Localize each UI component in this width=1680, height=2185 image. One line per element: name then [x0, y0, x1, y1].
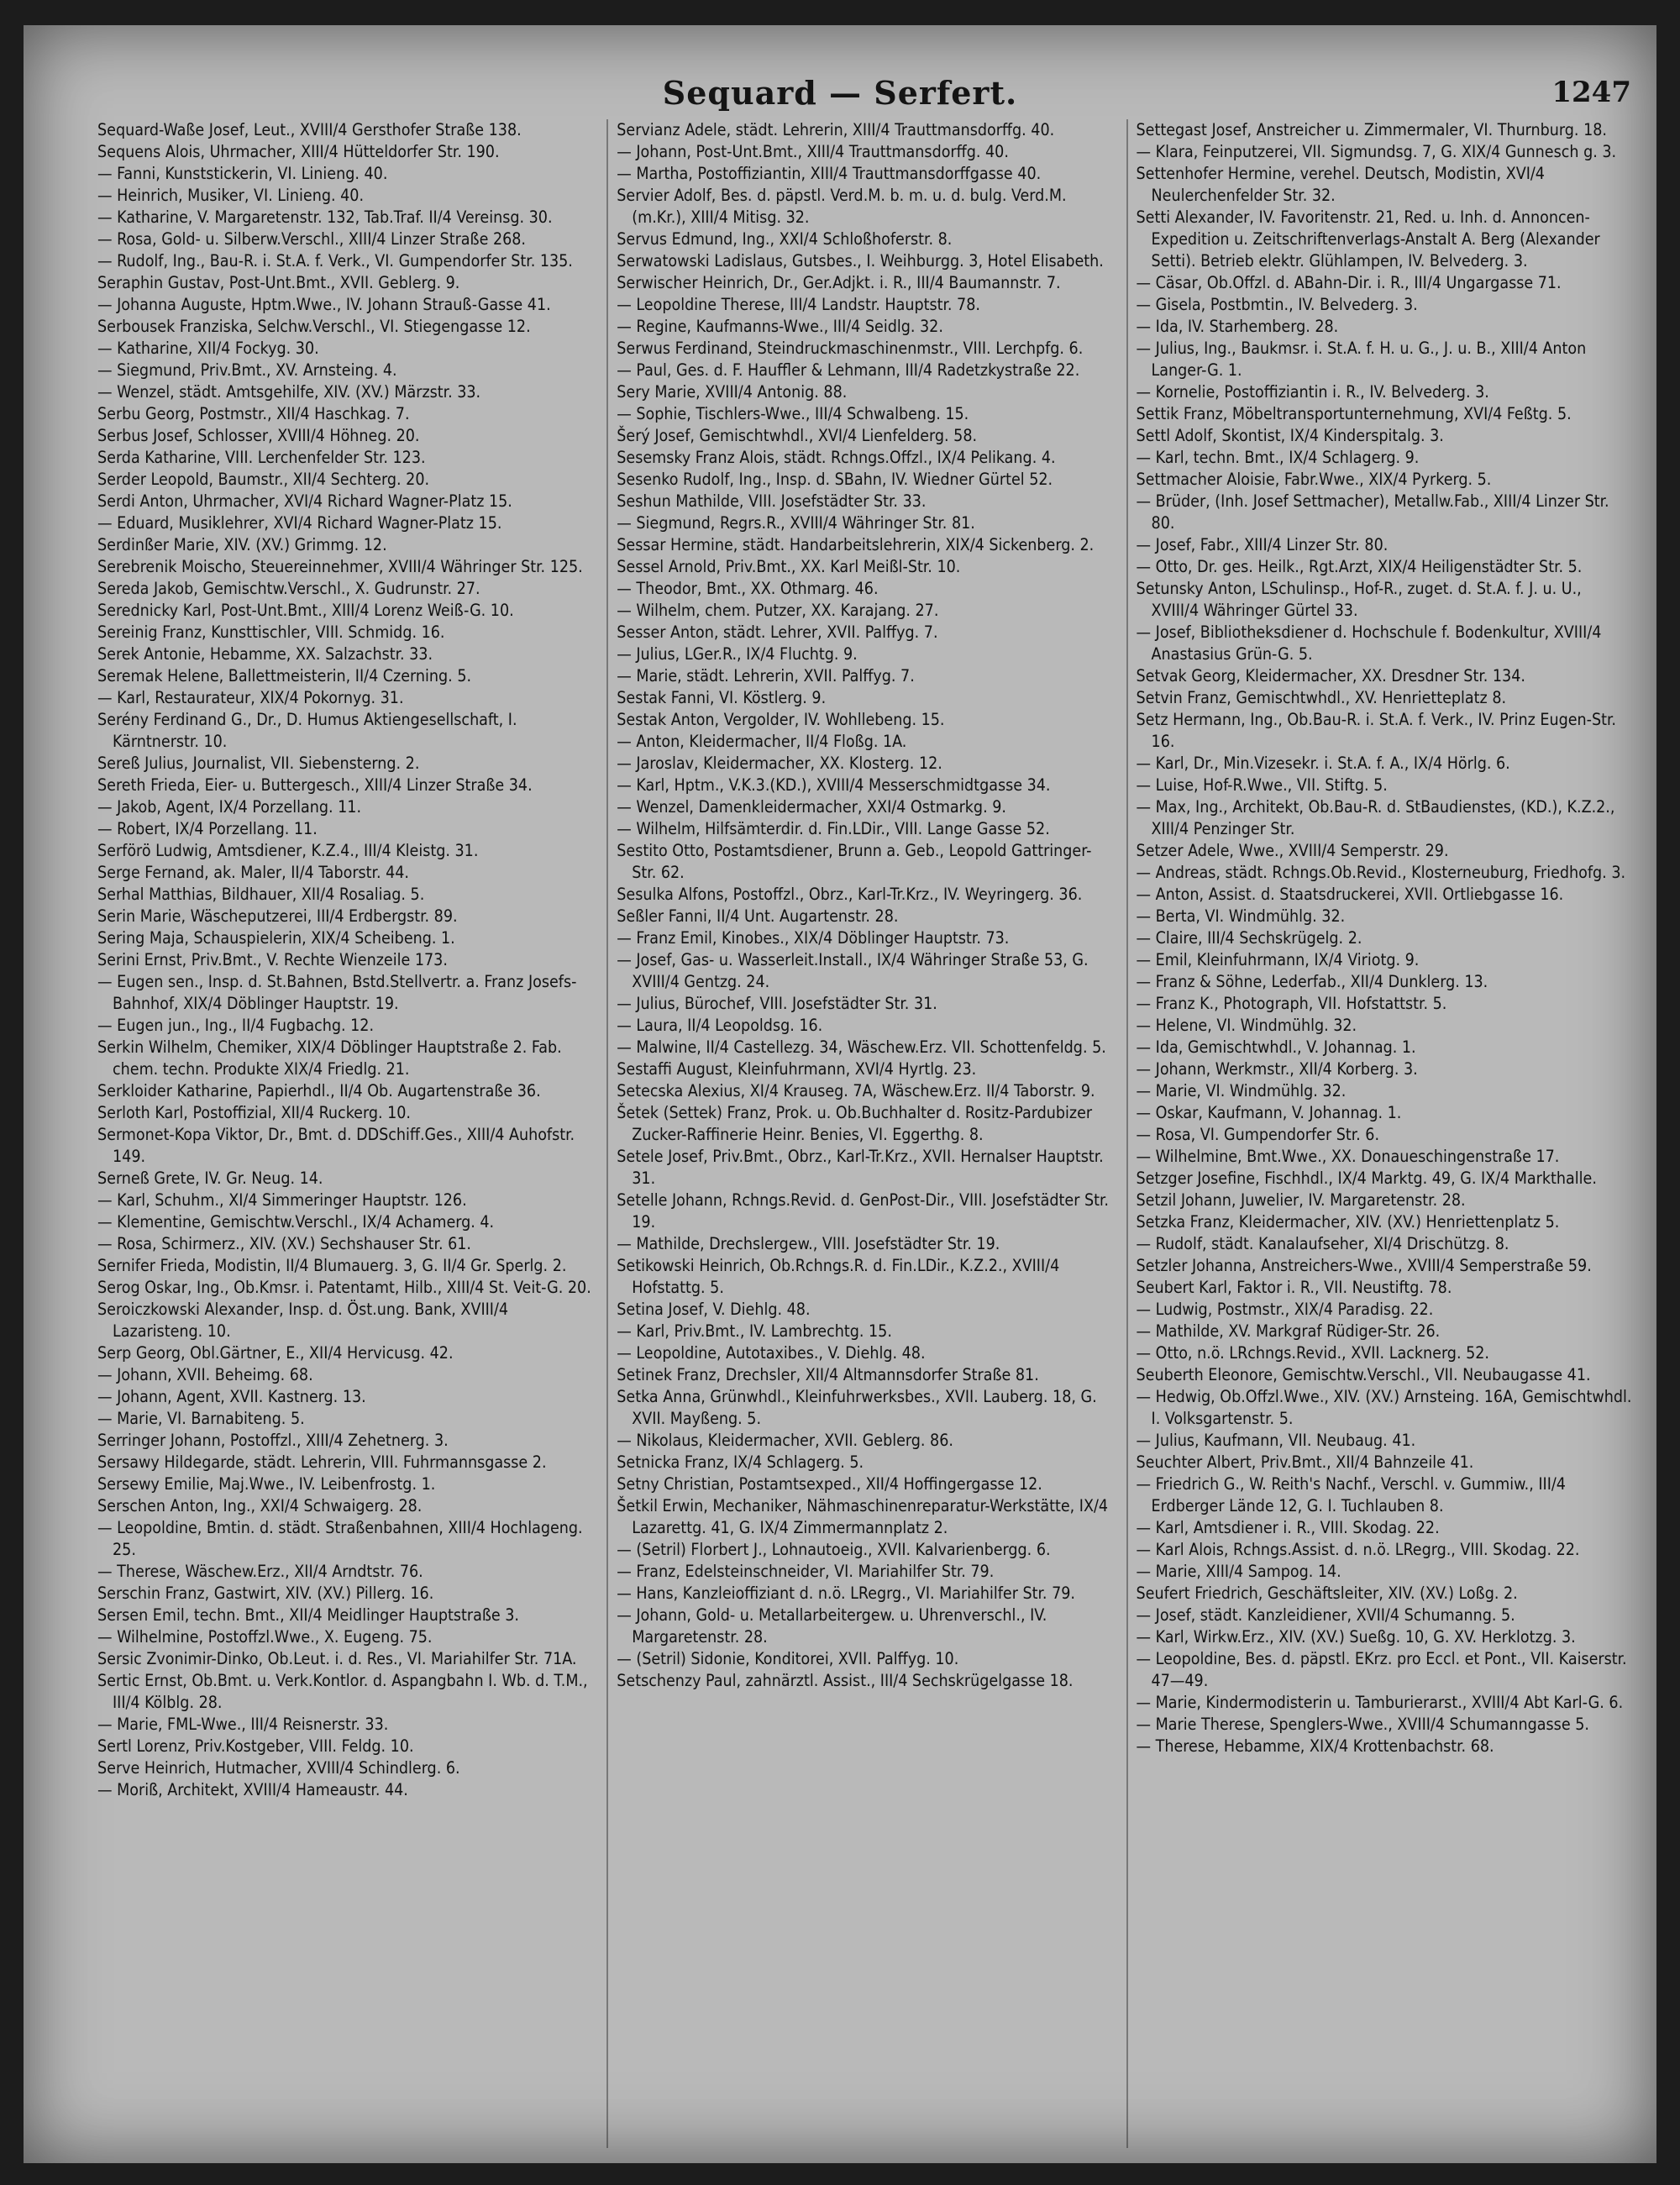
directory-entry: — Rosa, Schirmerz., XIV. (XV.) Sechshauser Str. 61. — [97, 1234, 472, 1253]
directory-entry: Sesulka Alfons, Postoffzl., Obrz., Karl-Tr.Krz., IV. Weyringerg. 36. — [617, 885, 1083, 904]
directory-entry: — (Setril) Florbert J., Lohnautoeig., XVII. Kalvarienbergg. 6. — [617, 1540, 1051, 1559]
directory-entry: Setikowski Heinrich, Ob.Rchngs.R. d. Fin.LDir., K.Z.2., XVIII/4 Hofstattg. 5. — [617, 1256, 1060, 1297]
directory-entry: Sequens Alois, Uhrmacher, XIII/4 Hütteldorfer Str. 190. — [97, 142, 500, 161]
directory-entry: — Fanni, Kunststickerin, VI. Linieng. 40. — [97, 164, 388, 183]
directory-entry: — Otto, n.ö. LRchngs.Revid., XVII. Lacknerg. 52. — [1136, 1343, 1489, 1363]
directory-entry: Serder Leopold, Baumstr., XII/4 Sechterg. 20. — [97, 470, 430, 489]
directory-entry: — Franz, Edelsteinschneider, VI. Mariahilfer Str. 79. — [617, 1562, 995, 1581]
directory-entry: — Therese, Hebamme, XIX/4 Krottenbachstr. 68. — [1136, 1736, 1494, 1756]
directory-entry: Seuberth Eleonore, Gemischtw.Verschl., VII. Neubaugasse 41. — [1136, 1365, 1591, 1384]
directory-entry: — Josef, Bibliotheksdiener d. Hochschule f. Bodenkultur, XVIII/4 Anastasius Grün-G. 5. — [1136, 622, 1602, 664]
directory-entry: — Karl, Hptm., V.K.3.(KD.), XVIII/4 Messerschmidtgasse 34. — [617, 775, 1051, 795]
directory-entry: Setele Josef, Priv.Bmt., Obrz., Karl-Tr.Krz., XVII. Hernalser Hauptstr. 31. — [617, 1147, 1104, 1188]
directory-entry: — Franz Emil, Kinobes., XIX/4 Döblinger Hauptstr. 73. — [617, 928, 1010, 948]
page-number: 1247 — [1551, 76, 1631, 109]
directory-entry: — Johann, Post-Unt.Bmt., XIII/4 Trauttmansdorffg. 40. — [617, 142, 1009, 161]
directory-entry: Sestaffi August, Kleinfuhrmann, XVI/4 Hyrtlg. 23. — [617, 1059, 977, 1079]
directory-entry: Serog Oskar, Ing., Ob.Kmsr. i. Patentamt, Hilb., XIII/4 St. Veit-G. 20. — [97, 1278, 591, 1297]
directory-entry: — Rosa, Gold- u. Silberw.Verschl., XIII/4 Linzer Straße 268. — [97, 229, 526, 249]
directory-entry: Sesser Anton, städt. Lehrer, XVII. Palffyg. 7. — [617, 622, 938, 642]
directory-entry: — Katharine, XII/4 Fockyg. 30. — [97, 339, 319, 358]
directory-entry: Setecska Alexius, XI/4 Krauseg. 7A, Wäschew.Erz. II/4 Taborstr. 9. — [617, 1081, 1095, 1100]
directory-entry: Serini Ernst, Priv.Bmt., V. Rechte Wienzeile 173. — [97, 950, 448, 969]
directory-entry: Sereth Frieda, Eier- u. Buttergesch., XIII/4 Linzer Straße 34. — [97, 775, 533, 795]
directory-entry: — Julius, Bürochef, VIII. Josefstädter Str. 31. — [617, 994, 937, 1013]
directory-entry: — Johann, Gold- u. Metallarbeitergew. u. Uhrenverschl., IV. Margaretenstr. 28. — [617, 1605, 1047, 1647]
directory-entry: — Marie Therese, Spenglers-Wwe., XVIII/4 Schumanngasse 5. — [1136, 1715, 1589, 1734]
directory-entry: Serschen Anton, Ing., XXI/4 Schwaigerg. 28. — [97, 1496, 423, 1515]
directory-entry: Setzler Johanna, Anstreichers-Wwe., XVIII/4 Semperstraße 59. — [1136, 1256, 1592, 1275]
directory-entry: Setvak Georg, Kleidermacher, XX. Dresdner Str. 134. — [1136, 666, 1525, 685]
directory-entry: Sersic Zvonimir-Dinko, Ob.Leut. i. d. Res., VI. Mariahilfer Str. 71A. — [97, 1649, 577, 1668]
directory-entry: Šetek (Settek) Franz, Prok. u. Ob.Buchhalter d. Rositz-Pardubizer Zucker-Raffinerie Heinr. Benies, VI. Eggerthg. 8. — [617, 1103, 1093, 1144]
directory-entry: — Rudolf, städt. Kanalaufseher, XI/4 Drischützg. 8. — [1136, 1234, 1509, 1253]
directory-entry: — Robert, IX/4 Porzellang. 11. — [97, 819, 318, 838]
directory-entry: — Franz K., Photograph, VII. Hofstattstr. 5. — [1136, 994, 1447, 1013]
directory-entry: — Karl, Dr., Min.Vizesekr. i. St.A. f. A., IX/4 Hörlg. 6. — [1136, 754, 1510, 773]
directory-entry: — (Setril) Sidonie, Konditorei, XVII. Palffyg. 10. — [617, 1649, 959, 1668]
directory-entry: Sersen Emil, techn. Bmt., XII/4 Meidlinger Hauptstraße 3. — [97, 1605, 519, 1625]
directory-entry: Sestak Anton, Vergolder, IV. Wohllebeng. 15. — [617, 710, 945, 729]
directory-entry: — Josef, städt. Kanzleidiener, XVII/4 Schumanng. 5. — [1136, 1605, 1515, 1625]
directory-entry: — Marie, VI. Barnabiteng. 5. — [97, 1409, 305, 1428]
directory-entry: Sequard-Waße Josef, Leut., XVIII/4 Gersthofer Straße 138. — [97, 120, 522, 139]
directory-entry: Setzil Johann, Juwelier, IV. Margaretenstr. 28. — [1136, 1190, 1466, 1210]
directory-entry: Serloth Karl, Postoffizial, XII/4 Ruckerg. 10. — [97, 1103, 411, 1122]
directory-entry: Seufert Friedrich, Geschäftsleiter, XIV. (XV.) Loßg. 2. — [1136, 1584, 1518, 1603]
directory-entry: — Helene, VI. Windmühlg. 32. — [1136, 1016, 1357, 1035]
directory-entry: — Therese, Wäschew.Erz., XII/4 Arndtstr. 76. — [97, 1562, 423, 1581]
directory-entry: — Wilhelm, chem. Putzer, XX. Karajang. 27. — [617, 601, 939, 620]
directory-entry: — Anton, Kleidermacher, II/4 Floßg. 1A. — [617, 732, 907, 751]
directory-entry: — Johanna Auguste, Hptm.Wwe., IV. Johann Strauß-Gasse 41. — [97, 295, 551, 314]
directory-entry: Sersawy Hildegarde, städt. Lehrerin, VIII. Fuhrmannsgasse 2. — [97, 1452, 547, 1472]
directory-entry: Serkloider Katharine, Papierhdl., II/4 Ob. Augartenstraße 36. — [97, 1081, 541, 1100]
directory-entry: — Karl, Amtsdiener i. R., VIII. Skodag. 22. — [1136, 1518, 1440, 1537]
page-header — [24, 74, 1656, 124]
directory-entry: — Karl Alois, Rchngs.Assist. d. n.ö. LRegrg., VIII. Skodag. 22. — [1136, 1540, 1580, 1559]
directory-page — [24, 25, 1656, 2163]
directory-entry: — Wilhelmine, Bmt.Wwe., XX. Donaueschingenstraße 17. — [1136, 1147, 1560, 1166]
directory-entry: Setvin Franz, Gemischtwhdl., XV. Henrietteplatz 8. — [1136, 688, 1507, 707]
directory-entry: — Leopoldine, Bes. d. päpstl. EKrz. pro Eccl. et Pont., VII. Kaiserstr. 47—49. — [1136, 1649, 1627, 1690]
directory-entry: — Heinrich, Musiker, VI. Linieng. 40. — [97, 186, 365, 205]
directory-entry: Serge Fernand, ak. Maler, II/4 Taborstr. 44. — [97, 863, 409, 882]
directory-entry: Sessar Hermine, städt. Handarbeitslehrerin, XIX/4 Sickenberg. 2. — [617, 535, 1095, 554]
directory-entry: Servier Adolf, Bes. d. päpstl. Verd.M. b. m. u. d. bulg. Verd.M. (m.Kr.), XIII/4 Mitisg. 32. — [617, 186, 1067, 227]
directory-entry: Serbu Georg, Postmstr., XII/4 Haschkag. 7. — [97, 404, 410, 423]
directory-entry: Serbus Josef, Schlosser, XVIII/4 Höhneg. 20. — [97, 426, 420, 445]
directory-entry: — Johann, XVII. Beheimg. 68. — [97, 1365, 313, 1384]
directory-entry: — Berta, VI. Windmühlg. 32. — [1136, 906, 1346, 926]
column-right — [1128, 119, 1647, 2148]
directory-entry: — Karl, Schuhm., XI/4 Simmeringer Hauptstr. 126. — [97, 1190, 467, 1210]
directory-entry: — Hedwig, Ob.Offzl.Wwe., XIV. (XV.) Arnsteing. 16A, Gemischtwhdl. I. Volksgartenstr. 5. — [1136, 1387, 1632, 1428]
directory-entry: Setzka Franz, Kleidermacher, XIV. (XV.) Henriettenplatz 5. — [1136, 1212, 1560, 1232]
directory-entry: — Malwine, II/4 Castellezg. 34, Wäschew.Erz. VII. Schottenfeldg. 5. — [617, 1037, 1106, 1057]
directory-entry: Seshun Mathilde, VIII. Josefstädter Str. 33. — [617, 491, 927, 511]
directory-entry: — Wenzel, Damenkleidermacher, XXI/4 Ostmarkg. 9. — [617, 797, 1006, 817]
directory-entry: Sery Marie, XVIII/4 Antonig. 88. — [617, 382, 848, 402]
directory-entry: Sesenko Rudolf, Ing., Insp. d. SBahn, IV. Wiedner Gürtel 52. — [617, 470, 1053, 489]
directory-entry: Setinek Franz, Drechsler, XII/4 Altmannsdorfer Straße 81. — [617, 1365, 1039, 1384]
directory-entry: — Jakob, Agent, IX/4 Porzellang. 11. — [97, 797, 362, 817]
directory-entry: Serek Antonie, Hebamme, XX. Salzachstr. 33. — [97, 644, 433, 664]
directory-entry: — Wilhelmine, Postoffzl.Wwe., X. Eugeng. 75. — [97, 1627, 433, 1647]
directory-entry: — Leopoldine, Bmtin. d. städt. Straßenbahnen, XIII/4 Hochlageng. 25. — [97, 1518, 583, 1559]
directory-entry: Serdinßer Marie, XIV. (XV.) Grimmg. 12. — [97, 535, 387, 554]
directory-entry: Serwischer Heinrich, Dr., Ger.Adjkt. i. R., III/4 Baumannstr. 7. — [617, 273, 1061, 292]
directory-entry: — Nikolaus, Kleidermacher, XVII. Geblerg. 86. — [617, 1431, 953, 1450]
directory-entry: — Paul, Ges. d. F. Hauffler & Lehmann, III/4 Radetzkystraße 22. — [617, 360, 1080, 380]
directory-entry: Sesemsky Franz Alois, städt. Rchngs.Offzl., IX/4 Pelikang. 4. — [617, 448, 1056, 467]
directory-entry: — Andreas, städt. Rchngs.Ob.Revid., Klosterneuburg, Friedhofg. 3. — [1136, 863, 1626, 882]
directory-entry: — Mathilde, XV. Markgraf Rüdiger-Str. 26. — [1136, 1321, 1441, 1341]
directory-columns — [89, 119, 1647, 2148]
directory-entry: — Karl, Wirkw.Erz., XIV. (XV.) Sueßg. 10, G. XV. Herklotzg. 3. — [1136, 1627, 1576, 1647]
directory-entry: Seuchter Albert, Priv.Bmt., XII/4 Bahnzeile 41. — [1136, 1452, 1474, 1472]
directory-entry: Setz Hermann, Ing., Ob.Bau-R. i. St.A. f. Verk., IV. Prinz Eugen-Str. 16. — [1136, 710, 1616, 751]
directory-entry: Sernifer Frieda, Modistin, II/4 Blumauerg. 3, G. II/4 Gr. Sperlg. 2. — [97, 1256, 567, 1275]
directory-entry: Seraphin Gustav, Post-Unt.Bmt., XVII. Geblerg. 9. — [97, 273, 460, 292]
directory-entry: Sereß Julius, Journalist, VII. Siebensterng. 2. — [97, 754, 420, 773]
directory-entry: — Julius, Kaufmann, VII. Neubaug. 41. — [1136, 1431, 1416, 1450]
directory-entry: — Marie, städt. Lehrerin, XVII. Palffyg. 7. — [617, 666, 915, 685]
directory-entry: — Julius, Ing., Baukmsr. i. St.A. f. H. u. G., J. u. B., XIII/4 Anton Langer-G. 1. — [1136, 339, 1587, 380]
directory-entry: Serwatowski Ladislaus, Gutsbes., I. Weihburgg. 3, Hotel Elisabeth. — [617, 251, 1104, 270]
directory-entry: Serény Ferdinand G., Dr., D. Humus Aktiengesellschaft, I. Kärntnerstr. 10. — [97, 710, 517, 751]
directory-entry: Setnicka Franz, IX/4 Schlagerg. 5. — [617, 1452, 864, 1472]
directory-entry: Serschin Franz, Gastwirt, XIV. (XV.) Pillerg. 16. — [97, 1584, 434, 1603]
directory-entry: — Friedrich G., W. Reith's Nachf., Verschl. v. Gummiw., III/4 Erdberger Lände 12, G. I. Tuchlauben 8. — [1136, 1474, 1566, 1515]
directory-entry: — Marie, Kindermodisterin u. Tamburierarst., XVIII/4 Abt Karl-G. 6. — [1136, 1693, 1624, 1712]
directory-entry: — Johann, Werkmstr., XII/4 Korberg. 3. — [1136, 1059, 1418, 1079]
directory-entry: Serdi Anton, Uhrmacher, XVI/4 Richard Wagner-Platz 15. — [97, 491, 512, 511]
directory-entry: — Wilhelm, Hilfsämterdir. d. Fin.LDir., VIII. Lange Gasse 52. — [617, 819, 1050, 838]
directory-entry: Settmacher Aloisie, Fabr.Wwe., XIX/4 Pyrkerg. 5. — [1136, 470, 1492, 489]
directory-entry: — Ida, IV. Starhemberg. 28. — [1136, 317, 1339, 336]
directory-entry: — Sophie, Tischlers-Wwe., III/4 Schwalbeng. 15. — [617, 404, 969, 423]
directory-entry: Setina Josef, V. Diehlg. 48. — [617, 1300, 811, 1319]
directory-entry: Šerý Josef, Gemischtwhdl., XVI/4 Lienfelderg. 58. — [617, 426, 978, 445]
directory-entry: — Josef, Gas- u. Wasserleit.Install., IX/4 Währinger Straße 53, G. XVIII/4 Gentzg. 24. — [617, 950, 1089, 991]
directory-entry: — Rudolf, Ing., Bau-R. i. St.A. f. Verk., VI. Gumpendorfer Str. 135. — [97, 251, 573, 270]
directory-entry: Sersewy Emilie, Maj.Wwe., IV. Leibenfrostg. 1. — [97, 1474, 436, 1494]
directory-entry: Seroiczkowski Alexander, Insp. d. Öst.ung. Bank, XVIII/4 Lazaristeng. 10. — [97, 1300, 509, 1341]
directory-entry: Seremak Helene, Ballettmeisterin, II/4 Czerning. 5. — [97, 666, 472, 685]
directory-entry: — Marie, FML-Wwe., III/4 Reisnerstr. 33. — [97, 1715, 389, 1734]
directory-entry: Setny Christian, Postamtsexped., XII/4 Hoffingergasse 12. — [617, 1474, 1042, 1494]
directory-entry: — Claire, III/4 Sechskrügelg. 2. — [1136, 928, 1362, 948]
directory-entry: Sertl Lorenz, Priv.Kostgeber, VIII. Feldg. 10. — [97, 1736, 414, 1756]
directory-entry: — Kornelie, Postoffiziantin i. R., IV. Belvederg. 3. — [1136, 382, 1489, 402]
directory-entry: Serp Georg, Obl.Gärtner, E., XII/4 Hervicusg. 42. — [97, 1343, 454, 1363]
directory-entry: Serin Marie, Wäscheputzerei, III/4 Erdbergstr. 89. — [97, 906, 458, 926]
directory-entry: Settl Adolf, Skontist, IX/4 Kinderspitalg. 3. — [1136, 426, 1444, 445]
directory-entry: — Max, Ing., Architekt, Ob.Bau-R. d. StBaudienstes, (KD.), K.Z.2., XIII/4 Penzinger Str. — [1136, 797, 1615, 838]
directory-entry: — Anton, Assist. d. Staatsdruckerei, XVII. Ortliebgasse 16. — [1136, 885, 1564, 904]
directory-entry: Setelle Johann, Rchngs.Revid. d. GenPost-Dir., VIII. Josefstädter Str. 19. — [617, 1190, 1109, 1232]
directory-entry: — Klara, Feinputzerei, VII. Sigmundsg. 7, G. XIX/4 Gunnesch g. 3. — [1136, 142, 1617, 161]
directory-entry: — Luise, Hof-R.Wwe., VII. Stiftg. 5. — [1136, 775, 1388, 795]
directory-entry: — Karl, techn. Bmt., IX/4 Schlagerg. 9. — [1136, 448, 1420, 467]
directory-entry: — Franz & Söhne, Lederfab., XII/4 Dunklerg. 13. — [1136, 972, 1488, 991]
directory-entry: — Theodor, Bmt., XX. Othmarg. 46. — [617, 579, 879, 598]
directory-entry: — Laura, II/4 Leopoldsg. 16. — [617, 1016, 823, 1035]
directory-entry: — Oskar, Kaufmann, V. Johannag. 1. — [1136, 1103, 1402, 1122]
directory-entry: — Josef, Fabr., XIII/4 Linzer Str. 80. — [1136, 535, 1389, 554]
directory-entry: Sereda Jakob, Gemischtw.Verschl., X. Gudrunstr. 27. — [97, 579, 480, 598]
directory-entry: — Mathilde, Drechslergew., VIII. Josefstädter Str. 19. — [617, 1234, 1000, 1253]
directory-entry: — Ida, Gemischtwhdl., V. Johannag. 1. — [1136, 1037, 1416, 1057]
directory-entry: Servus Edmund, Ing., XXI/4 Schloßhoferstr. 8. — [617, 229, 953, 249]
directory-entry: Serförö Ludwig, Amtsdiener, K.Z.4., III/4 Kleistg. 31. — [97, 841, 479, 860]
directory-entry: Serneß Grete, IV. Gr. Neug. 14. — [97, 1169, 323, 1188]
directory-entry: Seßler Fanni, II/4 Unt. Augartenstr. 28. — [617, 906, 899, 926]
directory-entry: Setzer Adele, Wwe., XVIII/4 Semperstr. 29. — [1136, 841, 1449, 860]
directory-entry: — Eduard, Musiklehrer, XVI/4 Richard Wagner-Platz 15. — [97, 513, 502, 533]
directory-entry: Serwus Ferdinand, Steindruckmaschinenmstr., VIII. Lerchpfg. 6. — [617, 339, 1084, 358]
directory-entry: — Cäsar, Ob.Offzl. d. ABahn-Dir. i. R., III/4 Ungargasse 71. — [1136, 273, 1562, 292]
directory-entry: — Marie, VI. Windmühlg. 32. — [1136, 1081, 1347, 1100]
directory-entry: — Moriß, Architekt, XVIII/4 Hameaustr. 44. — [97, 1780, 408, 1799]
directory-entry: — Jaroslav, Kleidermacher, XX. Klosterg. 12. — [617, 754, 942, 773]
directory-entry: — Leopoldine, Autotaxibes., V. Diehlg. 48. — [617, 1343, 926, 1363]
directory-entry: Šetkil Erwin, Mechaniker, Nähmaschinenreparatur-Werkstätte, IX/4 Lazarettg. 41, G. IX/4 Zimmermannplatz 2. — [617, 1496, 1109, 1537]
directory-entry: — Regine, Kaufmanns-Wwe., III/4 Seidlg. 32. — [617, 317, 943, 336]
directory-entry: Sertic Ernst, Ob.Bmt. u. Verk.Kontlor. d. Aspangbahn I. Wb. d. T.M., III/4 Kölblg. 28. — [97, 1671, 588, 1712]
directory-entry: Servianz Adele, städt. Lehrerin, XIII/4 Trauttmansdorffg. 40. — [617, 120, 1055, 139]
directory-entry: Setzger Josefine, Fischhdl., IX/4 Marktg. 49, G. IX/4 Markthalle. — [1136, 1169, 1597, 1188]
directory-entry: Sessel Arnold, Priv.Bmt., XX. Karl Meißl-Str. 10. — [617, 557, 961, 576]
running-title: Sequard — Serfert. — [662, 74, 1018, 112]
directory-entry: — Karl, Priv.Bmt., IV. Lambrechtg. 15. — [617, 1321, 892, 1341]
column-middle — [608, 119, 1127, 2148]
directory-entry: Sering Maja, Schauspielerin, XIX/4 Scheibeng. 1. — [97, 928, 455, 948]
directory-entry: — Wenzel, städt. Amtsgehilfe, XIV. (XV.) Märzstr. 33. — [97, 382, 481, 402]
directory-entry: — Ludwig, Postmstr., XIX/4 Paradisg. 22. — [1136, 1300, 1434, 1319]
directory-entry: Serhal Matthias, Bildhauer, XII/4 Rosaliag. 5. — [97, 885, 425, 904]
directory-entry: — Leopoldine Therese, III/4 Landstr. Hauptstr. 78. — [617, 295, 980, 314]
directory-entry: Seubert Karl, Faktor i. R., VII. Neustiftg. 78. — [1136, 1278, 1452, 1297]
directory-entry: — Gisela, Postbmtin., IV. Belvederg. 3. — [1136, 295, 1418, 314]
directory-entry: — Otto, Dr. ges. Heilk., Rgt.Arzt, XIX/4 Heiligenstädter Str. 5. — [1136, 557, 1583, 576]
directory-entry: Setunsky Anton, LSchulinsp., Hof-R., zuget. d. St.A. f. J. u. U., XVIII/4 Währinger Gürtel 33. — [1136, 579, 1582, 620]
column-left — [89, 119, 608, 2148]
directory-entry: Setti Alexander, IV. Favoritenstr. 21, Red. u. Inh. d. Annoncen-Expedition u. Zeitschriftenverlags-Anstalt A. Berg (Alexander Setti). Betrieb elektr. Glühlampen, IV. Belvederg. 3. — [1136, 207, 1600, 270]
directory-entry: — Rosa, VI. Gumpendorfer Str. 6. — [1136, 1125, 1380, 1144]
directory-entry: Serkin Wilhelm, Chemiker, XIX/4 Döblinger Hauptstraße 2. Fab. chem. techn. Produkte XIX/4 Friedlg. 21. — [97, 1037, 562, 1079]
directory-entry: Setka Anna, Grünwhdl., Kleinfuhrwerksbes., XVII. Lauberg. 18, G. XVII. Mayßeng. 5. — [617, 1387, 1097, 1428]
directory-entry: — Siegmund, Regrs.R., XVIII/4 Währinger Str. 81. — [617, 513, 975, 533]
directory-entry: Settik Franz, Möbeltransportunternehmung, XVI/4 Feßtg. 5. — [1136, 404, 1572, 423]
directory-entry: Sereinig Franz, Kunsttischler, VIII. Schmidg. 16. — [97, 622, 445, 642]
directory-entry: Setschenzy Paul, zahnärztl. Assist., III/4 Sechskrügelgasse 18. — [617, 1671, 1074, 1690]
directory-entry: Sestak Fanni, VI. Köstlerg. 9. — [617, 688, 827, 707]
directory-entry: Serringer Johann, Postoffzl., XIII/4 Zehetnerg. 3. — [97, 1431, 449, 1450]
directory-entry: Serbousek Franziska, Selchw.Verschl., VI. Stiegengasse 12. — [97, 317, 531, 336]
directory-entry: — Marie, XIII/4 Sampog. 14. — [1136, 1562, 1341, 1581]
directory-entry: — Klementine, Gemischtw.Verschl., IX/4 Achamerg. 4. — [97, 1212, 495, 1232]
directory-entry: — Siegmund, Priv.Bmt., XV. Arnsteing. 4. — [97, 360, 397, 380]
directory-entry: — Hans, Kanzleioffiziant d. n.ö. LRegrg., VI. Mariahilfer Str. 79. — [617, 1584, 1075, 1603]
directory-entry: — Karl, Restaurateur, XIX/4 Pokornyg. 31. — [97, 688, 404, 707]
directory-entry: Serebrenik Moischo, Steuereinnehmer, XVIII/4 Währinger Str. 125. — [97, 557, 583, 576]
directory-entry: — Martha, Postoffiziantin, XIII/4 Trauttmansdorffgasse 40. — [617, 164, 1042, 183]
directory-entry: Sestito Otto, Postamtsdiener, Brunn a. Geb., Leopold Gattringer-Str. 62. — [617, 841, 1092, 882]
directory-entry: Sermonet-Kopa Viktor, Dr., Bmt. d. DDSchiff.Ges., XIII/4 Auhofstr. 149. — [97, 1125, 575, 1166]
directory-entry: — Eugen sen., Insp. d. St.Bahnen, Bstd.Stellvertr. a. Franz Josefs-Bahnhof, XIX/4 Döblinger Hauptstr. 19. — [97, 972, 577, 1013]
directory-entry: Serednicky Karl, Post-Unt.Bmt., XIII/4 Lorenz Weiß-G. 10. — [97, 601, 514, 620]
directory-entry: — Julius, LGer.R., IX/4 Fluchtg. 9. — [617, 644, 858, 664]
directory-entry: Serda Katharine, VIII. Lerchenfelder Str. 123. — [97, 448, 426, 467]
directory-entry: — Johann, Agent, XVII. Kastnerg. 13. — [97, 1387, 366, 1406]
directory-entry: Serve Heinrich, Hutmacher, XVIII/4 Schindlerg. 6. — [97, 1758, 460, 1778]
directory-entry: — Eugen jun., Ing., II/4 Fugbachg. 12. — [97, 1016, 375, 1035]
directory-entry: — Emil, Kleinfuhrmann, IX/4 Viriotg. 9. — [1136, 950, 1420, 969]
directory-entry: Settegast Josef, Anstreicher u. Zimmermaler, VI. Thurnburg. 18. — [1136, 120, 1607, 139]
directory-entry: — Katharine, V. Margaretenstr. 132, Tab.Traf. II/4 Vereinsg. 30. — [97, 207, 553, 227]
directory-entry: Settenhofer Hermine, verehel. Deutsch, Modistin, XVI/4 Neulerchenfelder Str. 32. — [1136, 164, 1545, 205]
directory-entry: — Brüder, (Inh. Josef Settmacher), Metallw.Fab., XIII/4 Linzer Str. 80. — [1136, 491, 1609, 533]
